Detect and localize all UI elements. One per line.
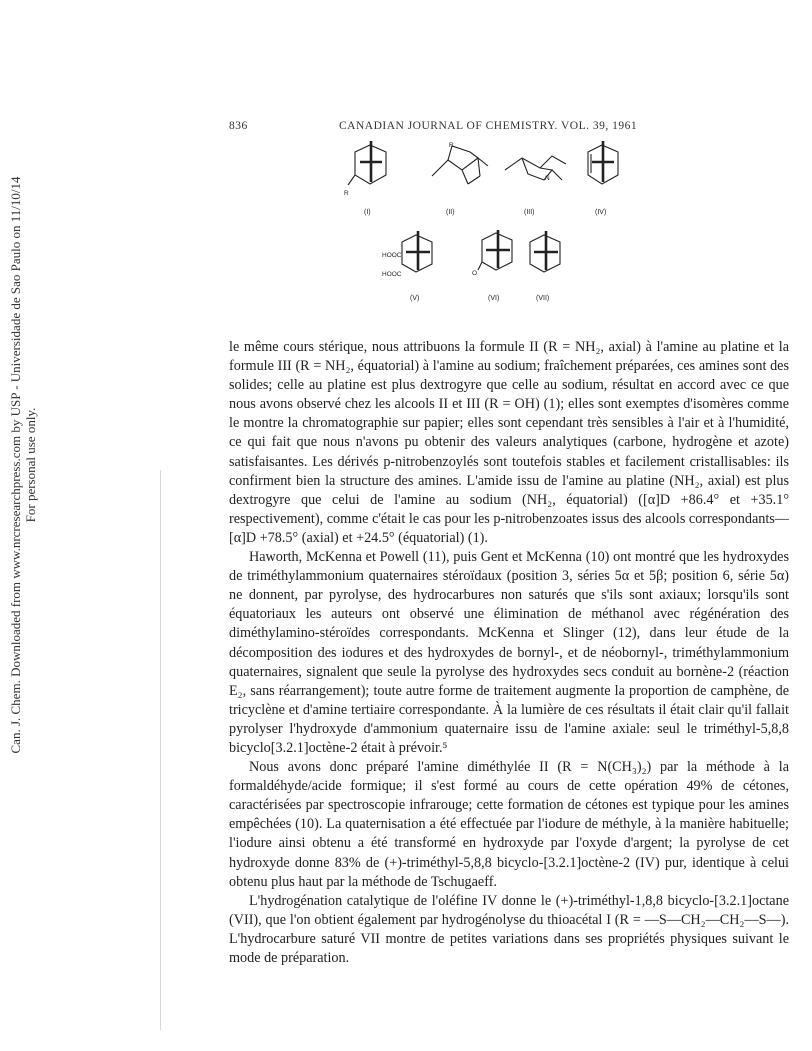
structure-IV <box>588 141 618 184</box>
structure-V <box>402 231 432 272</box>
atom-label-N-III: N <box>545 175 550 182</box>
structure-I <box>348 141 386 185</box>
watermark-line-1: Can. J. Chem. Downloaded from www.nrcresearchpress.com by USP - Universidade de Sao Paulo on 11/10/14 <box>8 176 23 754</box>
atom-label-HOOC-a: HOOC <box>382 252 402 259</box>
atom-label-O-VI: O <box>472 270 478 277</box>
paragraph-2: Haworth, McKenna et Powell (11), puis Gent et McKenna (10) ont montré que les hydroxydes de triméthylammonium quaternaires stéroïdaux (position 3, séries 5α et 5β; position 6, série 5α) ne donnent, par pyrolyse, des hydrocarbures non saturés que s'ils sont axiaux; lorsqu'ils sont équatoriaux les auteurs ont observé une élimination de méthanol avec régénération des diméthylamino-stéroïdes correspondants. McKenna et Slinger (12), dans leur étude de la décomposition des iodures et des hydroxydes de bornyl-, et de néobornyl-, triméthylammonium quaternaires, signalent que seule la pyrolyse des hydroxydes secs conduit au bornène-2 (réaction E₂, sans réarrangement); toute autre forme de traitement augmente la proportion de camphène, de tricyclène et d'amine tertiaire correspondante. À la lumière de ces résultats il était clair qu'il fallait pyrolyser l'hydroxyde d'ammonium quaternaire issu de l'amine axiale: seul le triméthyl-5,8,8 bicyclo[3.2.1]octène-2 était à prévoir.⁵ <box>229 549 789 756</box>
paragraph-4: L'hydrogénation catalytique de l'oléfine IV donne le (+)-triméthyl-1,8,8 bicyclo-[3.2.1]octane (VII), que l'on obtient également par hydrogénolyse du thioacétal I (R = —S—CH₂—CH₂—S—). L'hydrocarbure saturé VII montre de petites variations dans ses propriétés physiques suivant le mode de préparation. <box>229 892 789 966</box>
structure-drawings <box>340 140 630 320</box>
atom-label-HOOC-b: HOOC <box>382 271 402 278</box>
scan-margin-line <box>160 470 161 1030</box>
paragraph-1: le même cours stérique, nous attribuons la formule II (R = NH₂, axial) à l'amine au platine et la formule III (R = NH₂, équatorial) à l'amine au sodium; fraîchement préparées, ces amines sont des solides; celle au platine est plus dextrogyre que celle au sodium, résultat en accord avec ce que nous avons observé chez les alcools II et III (R = OH) (1); elles sont exemptes d'isomères comme le montre la chromatographie sur papier; elles sont cependant très sensibles à l'air et à l'humidité, ce qui fait que nous n'avons pu obtenir des valeurs analytiques (carbone, hydrogène et azote) satisfaisantes. Les dérivés p-nitrobenzoylés sont toutefois stables et facilement cristallisables: ils confirment bien la structure des amines. L'amide issu de l'amine au platine (NH₂, axial) est plus dextrogyre que celui de l'amine au sodium (NH₂, équatorial) ([α]D +86.4° et +35.1° respectivement), comme c'était le cas pour les p-nitrobenzoates issus des alcools correspondants—[α]D +78.5° (axial) et +24.5° (équatorial) (1). <box>229 339 789 546</box>
label-VII: (VII) <box>536 295 550 302</box>
label-III: (III) <box>524 209 535 216</box>
structure-figure <box>340 140 630 320</box>
atom-label-R-I: R <box>344 190 349 197</box>
label-V: (V) <box>410 295 420 302</box>
label-I: (I) <box>364 209 371 216</box>
watermark-line-2: For personal use only. <box>23 407 38 523</box>
paragraph-3: Nous avons donc préparé l'amine diméthylée II (R = N(CH₃)₂) par la méthode à la formaldéhyde/acide formique; il s'est formé au cours de cette opération 49% de cétones, caractérisées par spectroscopie infrarouge; cette formation de cétones est typique pour les amines empêchées (10). La quaternisation a été effectuée par l'iodure de méthyle, à la manière habituelle; l'iodure ainsi obtenu a été transformé en hydroxyde par l'oxyde d'argent; la pyrolyse de cet hydroxyde donne 83% de (+)-triméthyl-5,8,8 bicyclo-[3.2.1]octène-2 (IV) pur, identique à celui obtenu plus haut par la méthode de Tschugaeff. <box>229 759 789 890</box>
label-VI: (VI) <box>488 295 500 302</box>
download-watermark <box>2 170 42 760</box>
running-head: CANADIAN JOURNAL OF CHEMISTRY. VOL. 39, 1961 <box>339 120 638 132</box>
structure-VII <box>530 231 560 272</box>
structure-III <box>505 156 566 180</box>
structure-VI <box>478 230 512 270</box>
label-II: (II) <box>446 209 455 216</box>
structure-II <box>432 146 488 184</box>
article-body <box>229 338 789 968</box>
label-IV: (IV) <box>595 209 607 216</box>
page-number: 836 <box>229 120 248 132</box>
atom-label-R-II: R <box>449 142 454 149</box>
